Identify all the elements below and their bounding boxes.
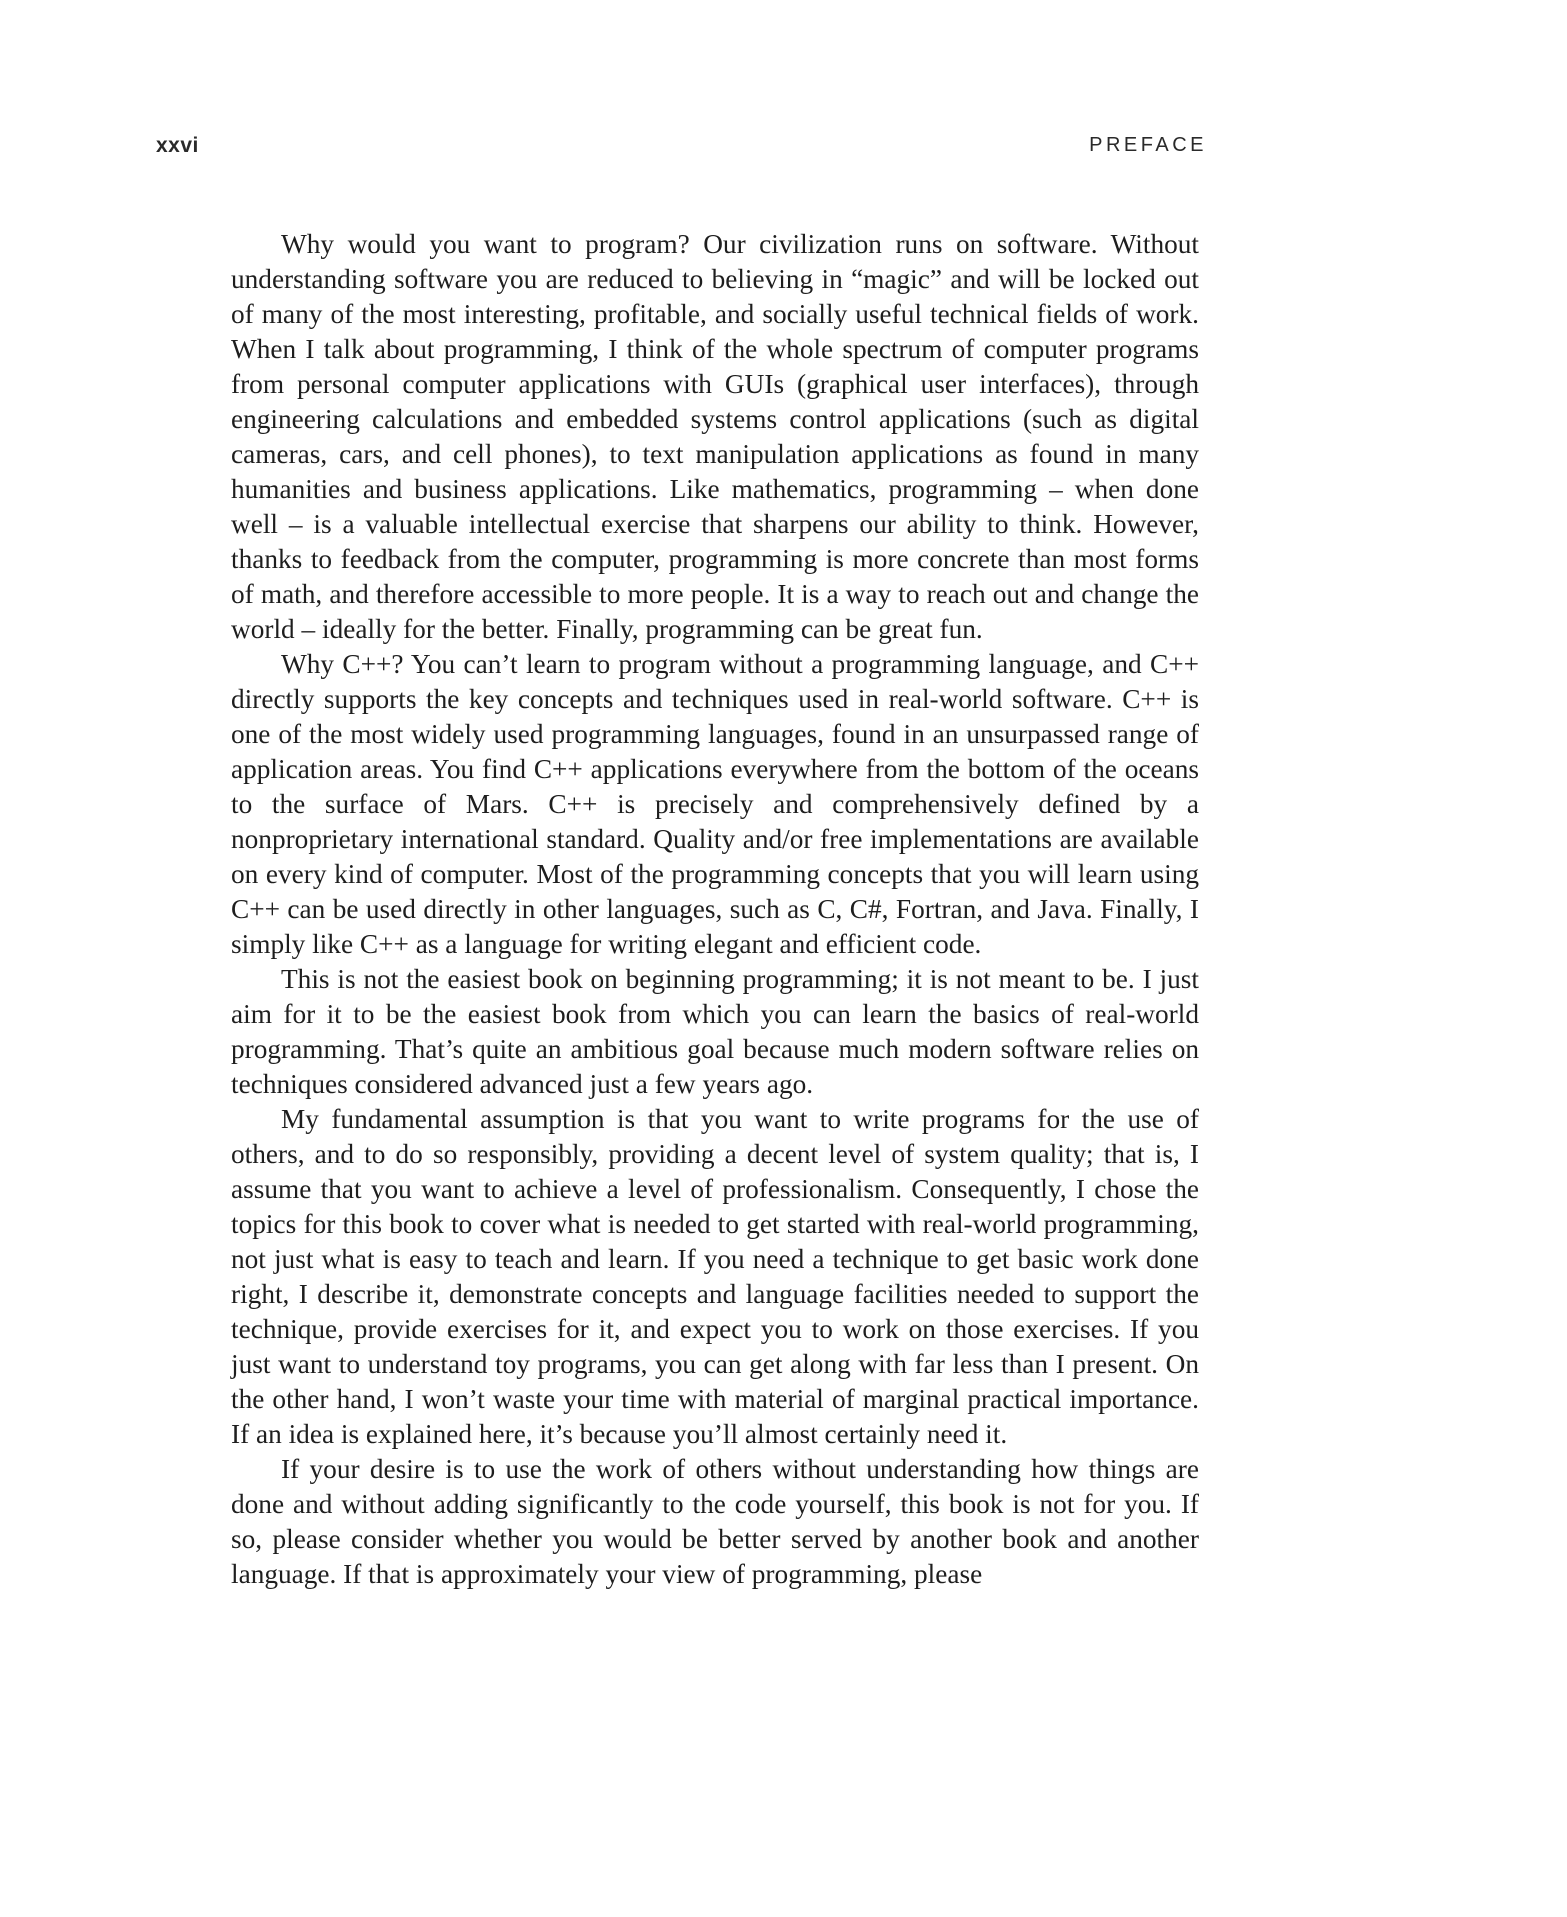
paragraph-desire-to-use-work: If your desire is to use the work of others without understanding how things are done and without adding significantly to the code yourself, this book is not for you. If so, please consider whether you would be better served by another book and another language. If that is approximately your view of programming, please [231,1454,1199,1589]
paragraph-fundamental-assumption: My fundamental assumption is that you want to write programs for the use of others, and to do so responsibly, providing a decent level of system quality; that is, I assume that you want to achieve a level of professionalism. Consequently, I chose the topics for this book to cover what is needed to get started with real-world programming, not just what is easy to teach and learn. If you need a technique to get basic work done right, I describe it, demonstrate concepts and language facilities needed to support the technique, provide exercises for it, and expect you to work on those exercises. If you just want to understand toy programs, you can get along with far less than I present. On the other hand, I won’t waste your time with material of marginal practical importance. If an idea is explained here, it’s because you’ll almost certainly need it. [231,1104,1199,1449]
paragraph-why-cpp: Why C++? You can’t learn to program without a programming language, and C++ directly supports the key concepts and techniques used in real-world software. C++ is one of the most widely used programming languages, found in an unsurpassed range of application areas. You find C++ applications everywhere from the bottom of the oceans to the surface of Mars. C++ is precisely and comprehensively defined by a nonproprietary international standard. Quality and/or free implementations are available on every kind of computer. Most of the programming concepts that you will learn using C++ can be used directly in other languages, such as C, C#, Fortran, and Java. Finally, I simply like C++ as a language for writing elegant and efficient code. [231,649,1199,959]
running-head [156,134,1207,166]
page-number: xxvi [156,134,199,157]
paragraph-not-easiest-book: This is not the easiest book on beginning programming; it is not meant to be. I just aim for it to be the easiest book from which you can learn the basics of real-world programming. That’s quite an ambitious goal because much modern software relies on techniques considered advanced just a few years ago. [231,964,1199,1099]
section-title: PREFACE [1089,134,1207,156]
paragraph-why-program: Why would you want to program? Our civilization runs on software. Without understanding software you are reduced to believing in “magic” and will be locked out of many of the most interesting, profitable, and socially useful technical fields of work. When I talk about programming, I think of the whole spectrum of computer programs from personal computer applications with GUIs (graphical user interfaces), through engineering calculations and embedded systems control applications (such as digital cameras, cars, and cell phones), to text manipulation applications as found in many humanities and business applications. Like mathematics, programming – when done well – is a valuable intellectual exercise that sharpens our ability to think. However, thanks to feedback from the computer, programming is more concrete than most forms of math, and therefore accessible to more people. It is a way to reach out and change the world – ideally for the better. Finally, programming can be great fun. [231,229,1199,644]
body-text [231,227,1199,1592]
